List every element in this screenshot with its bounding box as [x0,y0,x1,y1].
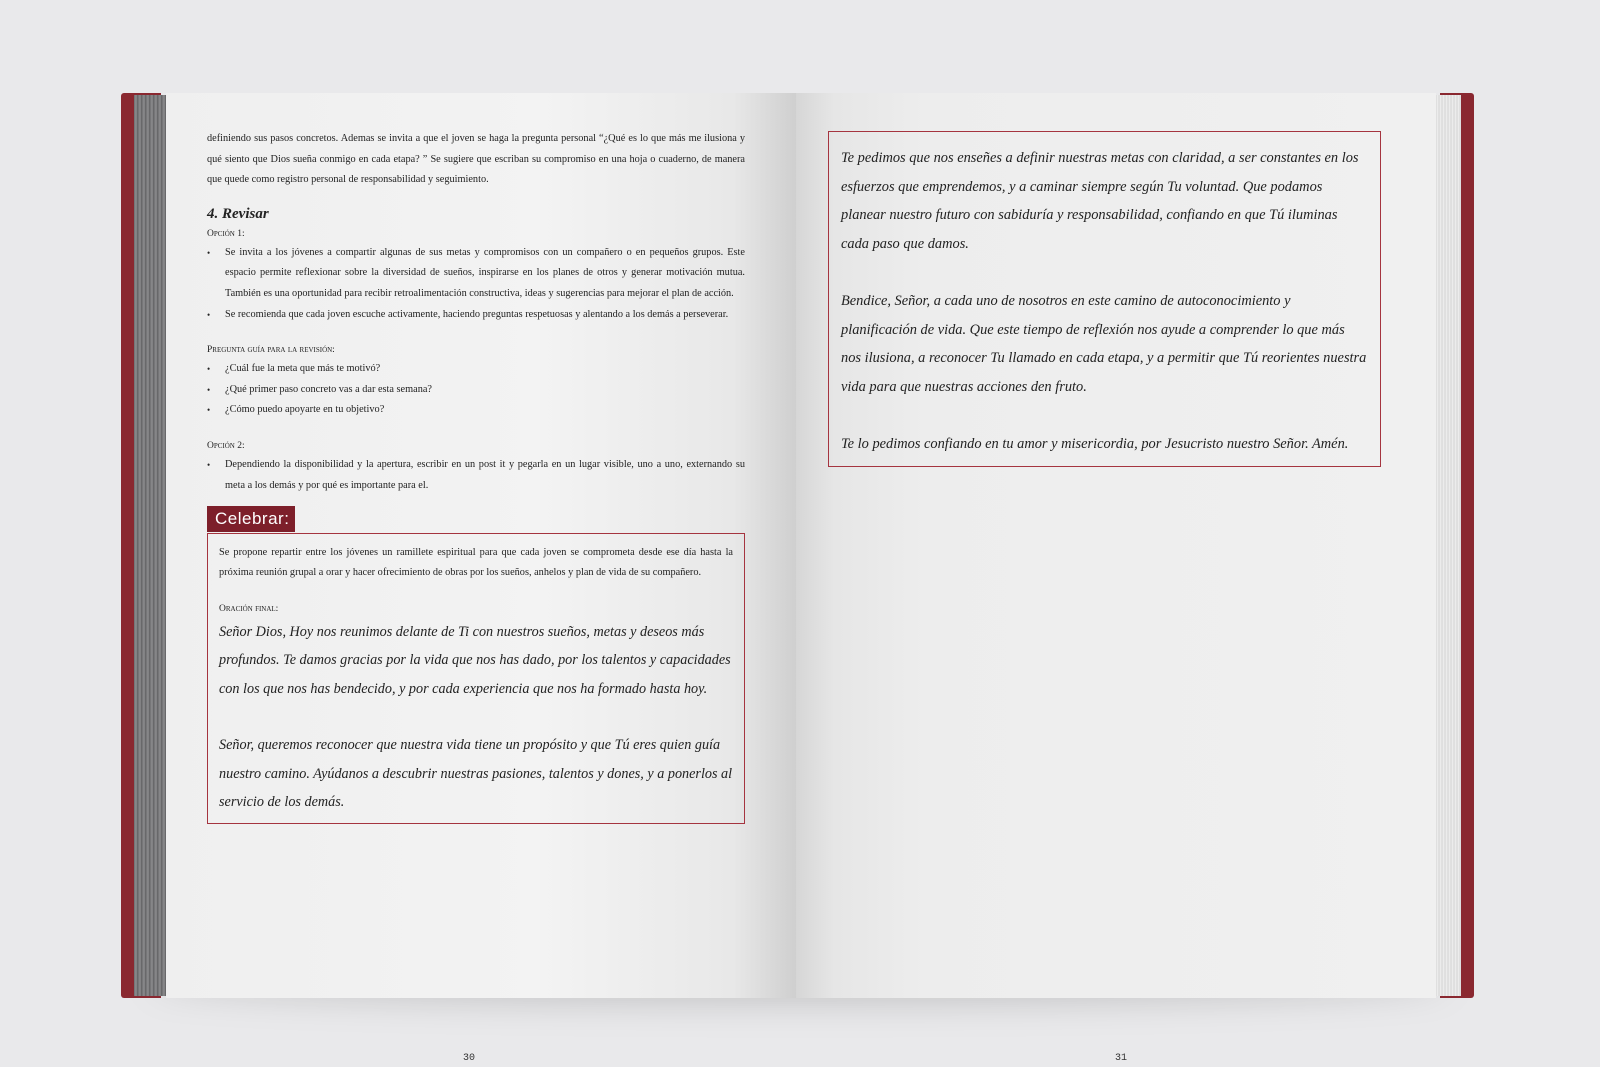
celebrar-box [207,533,745,824]
list-item: • Se invita a los jóvenes a compartir algunas de sus metas y compromisos con un compañero o en pequeños grupos. Este espacio permite reflexionar sobre la diversidad de sueños, inspirarse en los planes de otros y generar motivación mutua. También es una oportunidad para recibir retroalimentación constructiva, ideas y sugerencias para mejorar el plan de acción. [207,243,745,305]
list-item: • Dependiendo la disponibilidad y la apertura, escribir en un post it y pegarla en un lugar visible, uno a uno, externando su meta a los demás y por qué es importante para el. [207,455,745,496]
right-page [796,93,1436,1064]
left-page [166,93,796,1064]
prayer-paragraph: Bendice, Señor, a cada uno de nosotros en este camino de autoconocimiento y planificación de vida. Que este tiempo de reflexión nos ayude a comprender lo que más nos ilusiona, a reconocer Tu llamado en cada etapa, y a permitir que Tú reorientes nuestra vida para que nuestras acciones den fruto. [841,292,1367,395]
list-item: • Se recomienda que cada joven escuche activamente, haciendo preguntas respetuosas y alentando a los demás a perseverar. [207,305,745,326]
page-number: 31 [1115,1053,1128,1064]
page-edges-left [134,95,170,996]
option1-list [207,243,745,325]
celebrar-paragraph: Se propone repartir entre los jóvenes un ramillete espiritual para que cada joven se comprometa desde ese día hasta la próxima reunión grupal a orar y hacer ofrecimiento de obras por los sueños, anhelos y plan de vida de su compañero. [219,546,733,579]
left-page-content [207,129,745,824]
page-number: 30 [463,1053,476,1064]
list-item: • ¿Qué primer paso concreto vas a dar esta semana? [207,380,745,401]
guide-label: Pregunta guía para la revisión: [207,345,335,356]
oracion-label: Oración final: [219,603,279,614]
guide-questions-list [207,359,745,421]
prayer-paragraph: Te pedimos que nos enseñes a definir nuestras metas con claridad, a ser constantes en los esfuerzos que emprendemos, y a caminar siempre según Tu voluntad. Que podamos planear nuestro futuro con sabiduría y responsabilidad, confiando en que Tú iluminas cada paso que damos. [841,150,1359,253]
prayer-closing: Te lo pedimos confiando en tu amor y misericordia, por Jesucristo nuestro Señor. Amén. [841,435,1349,452]
prayer-paragraph: Señor Dios, Hoy nos reunimos delante de Ti con nuestros sueños, metas y deseos más profundos. Te damos gracias por la vida que nos has dado, por los talentos y capacidades con los que nos has bendecido, y por cada experiencia que nos ha formado hasta hoy. [219,623,731,697]
option1-label: Opción 1: [207,228,245,239]
list-item: • ¿Cómo puedo apoyarte en tu objetivo? [207,400,745,421]
option2-list [207,455,745,496]
option2-label: Opción 2: [207,440,245,451]
page-edges-right [1433,95,1461,996]
prayer-paragraph: Señor, queremos reconocer que nuestra vida tiene un propósito y que Tú eres quien guía nuestro camino. Ayúdanos a descubrir nuestras pasiones, talentos y dones, y a ponerlos al servicio de los demás. [219,737,733,811]
prayer-box [828,131,1381,467]
celebrar-heading: Celebrar: [207,506,295,532]
list-item: • ¿Cuál fue la meta que más te motivó? [207,359,745,380]
section-title: 4. Revisar [207,205,269,222]
intro-paragraph: definiendo sus pasos concretos. Ademas se invita a que el joven se haga la pregunta personal “¿Qué es lo que más me ilusiona y qué siento que Dios sueña conmigo en cada etapa? ” Se sugiere que escriban su compromiso en una hoja o cuaderno, de manera que quede como registro personal de responsabilidad y seguimiento. [207,133,745,186]
